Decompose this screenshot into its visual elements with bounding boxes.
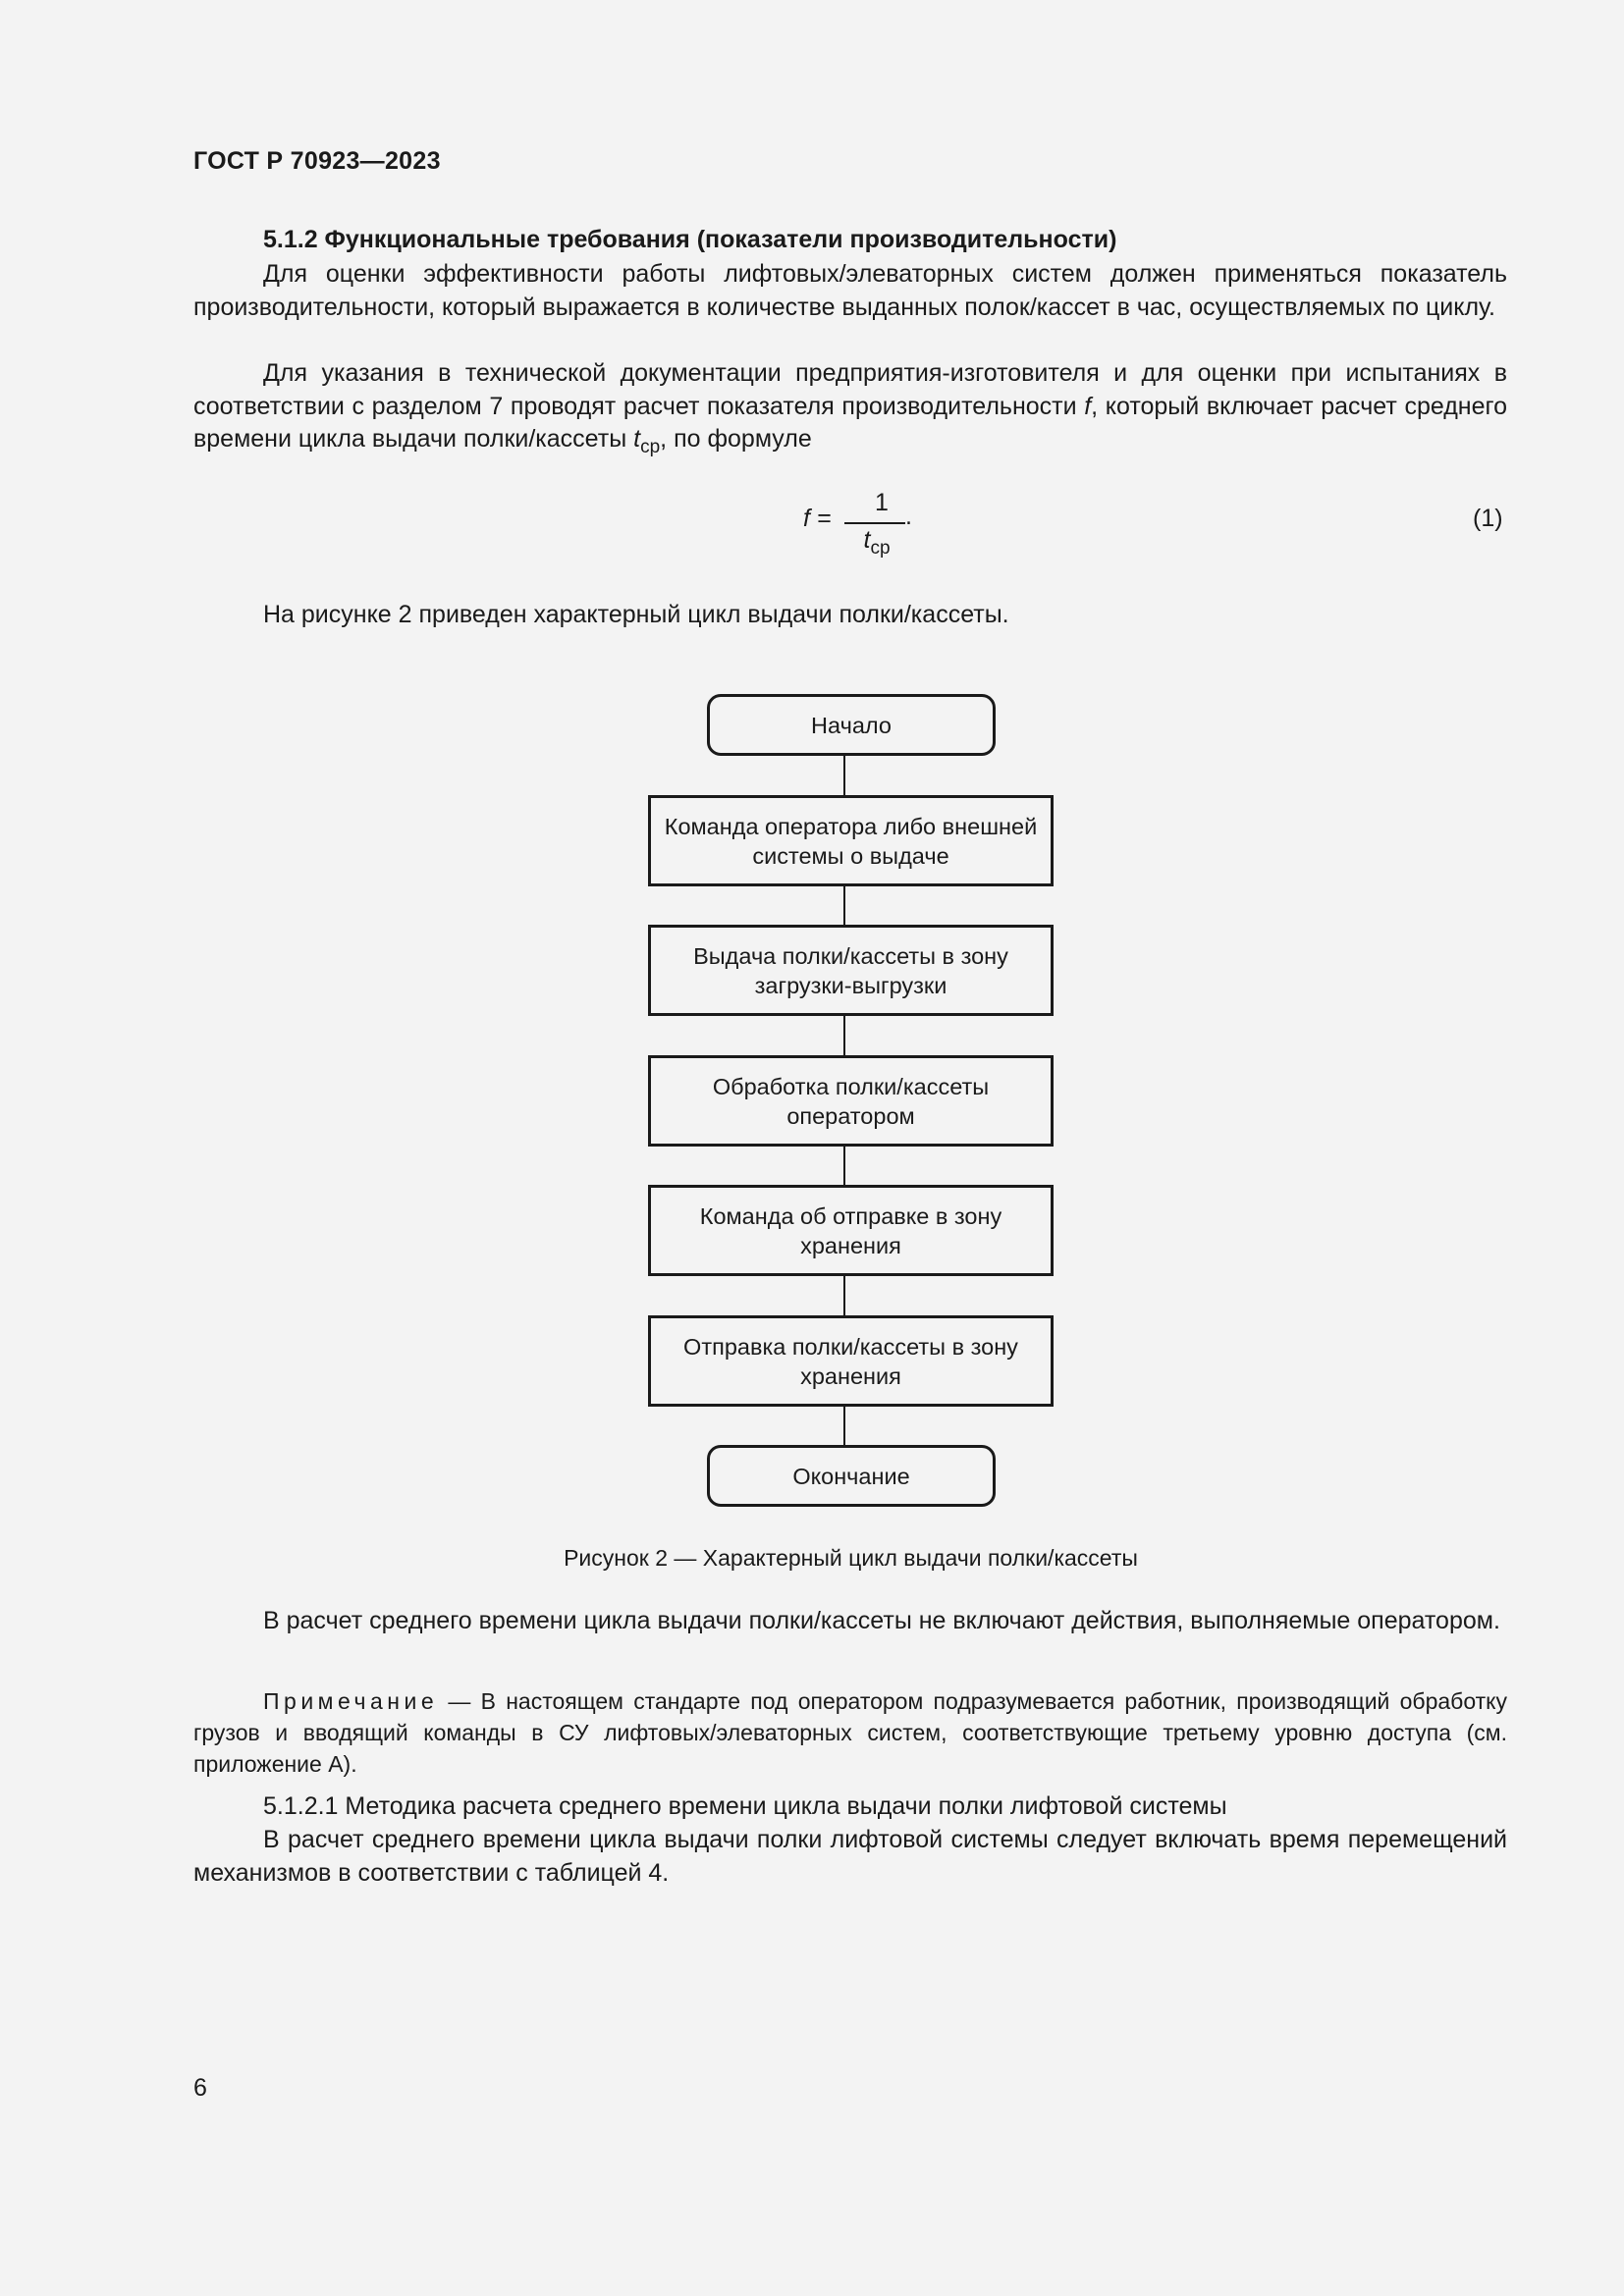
paragraph-text: Для оценки эффективности работы лифтовых/элеваторных систем должен применяться показатель производительности, который выражается в количестве выданных полок/кассет в час, осуществляемых по циклу. (193, 260, 1507, 321)
flow-connector (843, 754, 845, 797)
equation-number: (1) (1473, 505, 1503, 532)
flowchart-end: Окончание (707, 1445, 996, 1507)
symbol-t: t (633, 425, 641, 453)
flow-connector (843, 1015, 845, 1058)
flowchart-start: Начало (707, 694, 996, 756)
note-label: Примечание (263, 1688, 439, 1714)
fraction-bar (844, 522, 905, 524)
formula-lhs: f = (803, 505, 832, 532)
flowchart-step: Обработка полки/кассеты оператором (648, 1055, 1054, 1147)
flow-connector (843, 1405, 845, 1448)
flow-connector (843, 1145, 845, 1188)
flow-connector (843, 884, 845, 928)
note-text: — В настоящем стандарте под оператором подразумевается работник, производящий обработку грузов и вводящий команды в СУ лифтовых/элеваторных систем, соответствующие третьему уровню доступа (см. приложение А). (193, 1688, 1507, 1777)
subsection-title: 5.1.2.1 Методика расчета среднего времени цикла выдачи полки лифтовой системы (263, 1792, 1227, 1820)
paragraph-performance-indicator (193, 258, 1507, 324)
symbol-f: f (1084, 392, 1092, 420)
formula-denominator: $t_{ср}$ (863, 526, 891, 559)
section-title: 5.1.2 Функциональные требования (показатели производительности) (263, 226, 1117, 253)
flowchart-step: Команда оператора либо внешней системы о выдаче (648, 795, 1054, 886)
flowchart-step: Выдача полки/кассеты в зону загрузки-выгрузки (648, 925, 1054, 1016)
paragraph-calculation: Для указания в технической документации предприятия-изготовителя и для оценки при испытаниях в соответствии с разделом 7 проводят расчет показателя производительности f, который включает расчет среднего времени цикла выдачи полки/кассеты $t_{ср}$, по формуле (193, 359, 1507, 457)
flow-connector (843, 1274, 845, 1317)
subsection-text: В расчет среднего времени цикла выдачи полки лифтовой системы следует включать время перемещений механизмов в соответствии с таблицей 4. (193, 1826, 1507, 1887)
formula-numerator: 1 (875, 489, 889, 516)
paragraph-operator-exclusion: В расчет среднего времени цикла выдачи полки/кассеты не включают действия, выполняемые оператором. (263, 1607, 1500, 1634)
formula (803, 489, 941, 567)
symbol-t-subscript: ср (640, 437, 661, 457)
figure-caption: Рисунок 2 — Характерный цикл выдачи полки/кассеты (564, 1545, 1138, 1571)
page-number: 6 (193, 2074, 207, 2102)
formula-dot: . (905, 503, 912, 530)
figure-intro: На рисунке 2 приведен характерный цикл выдачи полки/кассеты. (263, 601, 1009, 628)
note (193, 1685, 1507, 1780)
flowchart-step: Отправка полки/кассеты в зону хранения (648, 1315, 1054, 1407)
document-header: ГОСТ Р 70923—2023 (193, 147, 441, 175)
flowchart-step: Команда об отправке в зону хранения (648, 1185, 1054, 1276)
